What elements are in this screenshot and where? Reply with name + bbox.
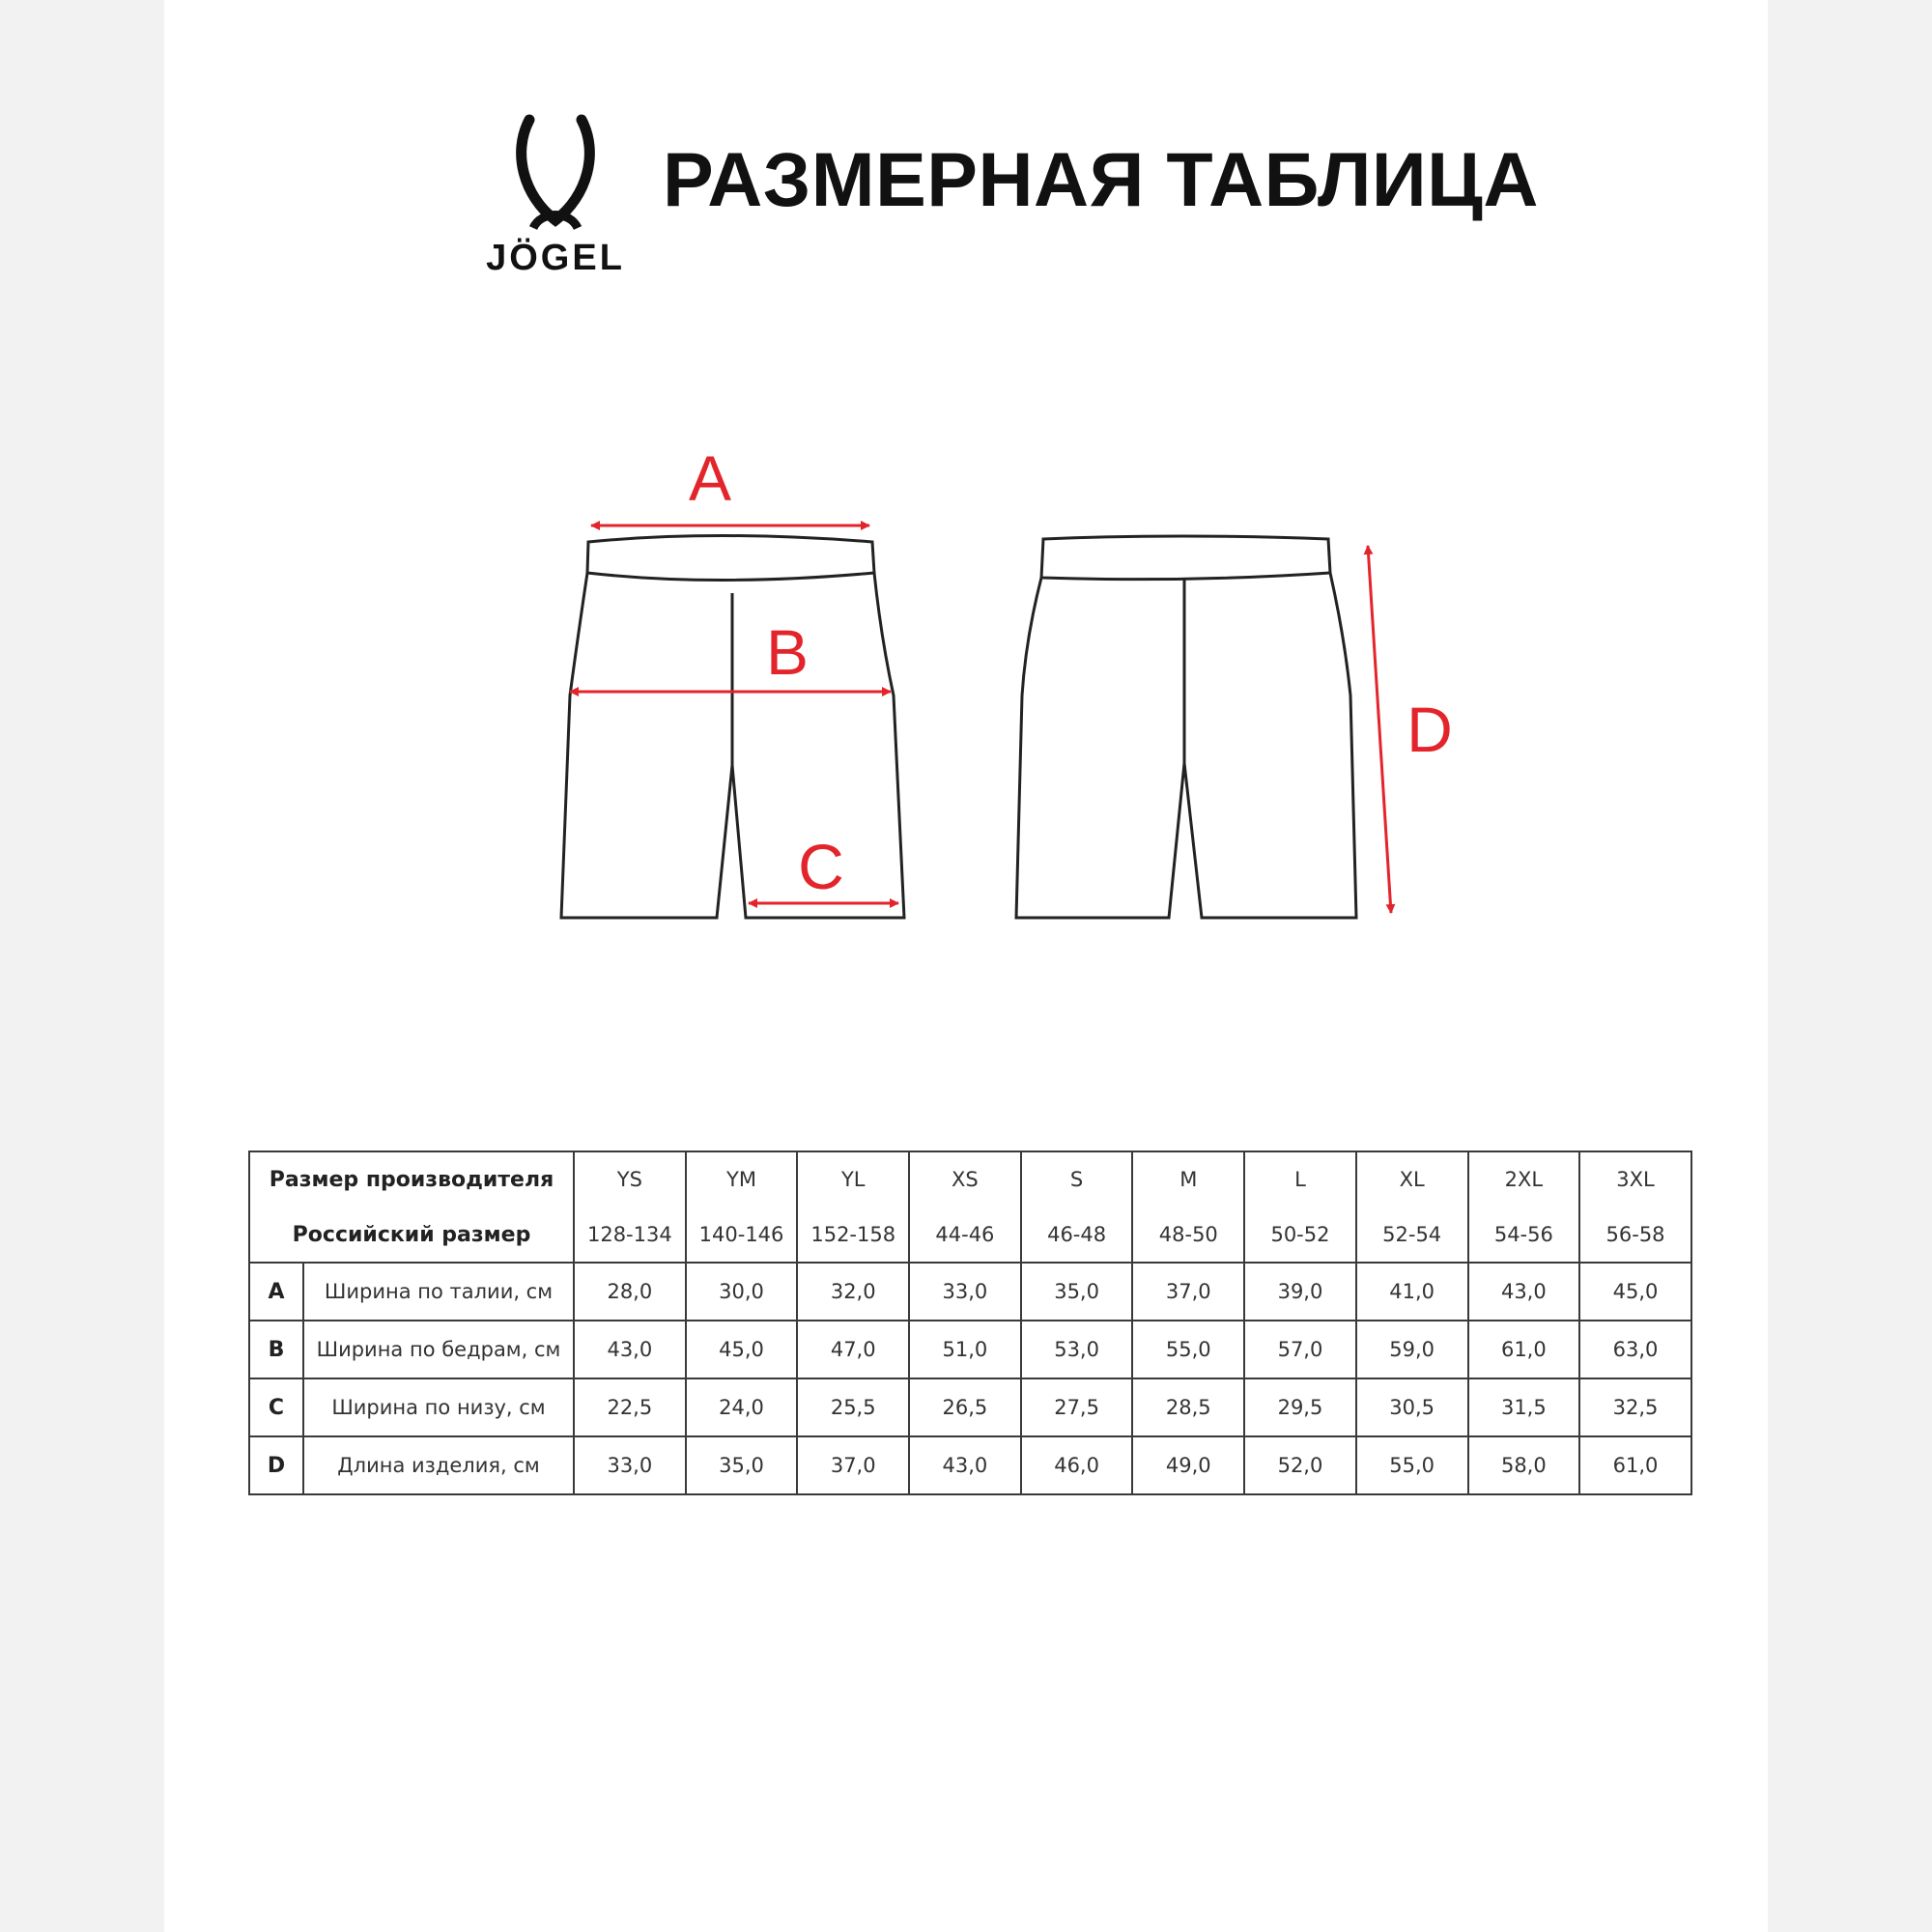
table-cell: 27,5	[1021, 1378, 1133, 1436]
table-cell: 59,0	[1356, 1321, 1468, 1378]
table-cell: 24,0	[686, 1378, 798, 1436]
table-cell: 22,5	[574, 1378, 686, 1436]
table-cell: 28,0	[574, 1263, 686, 1321]
table-cell: 29,5	[1244, 1378, 1356, 1436]
size-header: 3XL	[1579, 1151, 1691, 1208]
table-cell: 30,5	[1356, 1378, 1468, 1436]
row-label: Длина изделия, см	[303, 1436, 574, 1494]
row-letter: C	[249, 1378, 303, 1436]
russian-size: 48-50	[1132, 1208, 1244, 1264]
table-row-manufacturer	[249, 1151, 1691, 1208]
table-cell: 33,0	[909, 1263, 1021, 1321]
row-letter: B	[249, 1321, 303, 1378]
label-d: D	[1406, 694, 1453, 765]
row-letter: A	[249, 1263, 303, 1321]
table-cell: 51,0	[909, 1321, 1021, 1378]
brand-wordmark: JÖGEL	[486, 238, 625, 278]
table-cell: 63,0	[1579, 1321, 1691, 1378]
page-title: РАЗМЕРНАЯ ТАБЛИЦА	[663, 136, 1539, 222]
header-russian: Российский размер	[249, 1208, 574, 1264]
table-cell: 35,0	[1021, 1263, 1133, 1321]
table-cell: 47,0	[797, 1321, 909, 1378]
russian-size: 44-46	[909, 1208, 1021, 1264]
russian-size: 128-134	[574, 1208, 686, 1264]
table-cell: 35,0	[686, 1436, 798, 1494]
table-cell: 43,0	[574, 1321, 686, 1378]
size-header: 2XL	[1468, 1151, 1580, 1208]
table-cell: 58,0	[1468, 1436, 1580, 1494]
russian-size: 46-48	[1021, 1208, 1133, 1264]
table-cell: 39,0	[1244, 1263, 1356, 1321]
table-cell: 61,0	[1579, 1436, 1691, 1494]
table-cell: 28,5	[1132, 1378, 1244, 1436]
table-row-russian	[249, 1208, 1691, 1264]
russian-size: 140-146	[686, 1208, 798, 1264]
table-cell: 43,0	[909, 1436, 1021, 1494]
table-cell: 49,0	[1132, 1436, 1244, 1494]
table-cell: 55,0	[1132, 1321, 1244, 1378]
table-cell: 61,0	[1468, 1321, 1580, 1378]
table-cell: 37,0	[797, 1436, 909, 1494]
table-cell: 55,0	[1356, 1436, 1468, 1494]
table-cell: 43,0	[1468, 1263, 1580, 1321]
row-label: Ширина по талии, см	[303, 1263, 574, 1321]
shorts-front-view	[561, 536, 904, 919]
table-cell: 53,0	[1021, 1321, 1133, 1378]
table-cell: 37,0	[1132, 1263, 1244, 1321]
russian-size: 52-54	[1356, 1208, 1468, 1264]
table-cell: 57,0	[1244, 1321, 1356, 1378]
label-c: C	[798, 831, 844, 902]
label-b: B	[765, 616, 810, 688]
table-cell: 26,5	[909, 1378, 1021, 1436]
size-header: M	[1132, 1151, 1244, 1208]
table-cell: 52,0	[1244, 1436, 1356, 1494]
table-row	[249, 1436, 1691, 1494]
size-table	[248, 1151, 1692, 1495]
table-cell: 41,0	[1356, 1263, 1468, 1321]
size-header: S	[1021, 1151, 1133, 1208]
size-header: YM	[686, 1151, 798, 1208]
russian-size: 54-56	[1468, 1208, 1580, 1264]
table-cell: 32,0	[797, 1263, 909, 1321]
russian-size: 56-58	[1579, 1208, 1691, 1264]
size-header: XL	[1356, 1151, 1468, 1208]
size-header: XS	[909, 1151, 1021, 1208]
size-header: YL	[797, 1151, 909, 1208]
row-letter: D	[249, 1436, 303, 1494]
table-row	[249, 1263, 1691, 1321]
table-cell: 45,0	[686, 1321, 798, 1378]
table-cell: 30,0	[686, 1263, 798, 1321]
shorts-back-view	[1016, 536, 1356, 918]
size-header: YS	[574, 1151, 686, 1208]
table-cell: 45,0	[1579, 1263, 1691, 1321]
size-header: L	[1244, 1151, 1356, 1208]
table-row	[249, 1321, 1691, 1378]
measurement-arrows	[570, 526, 1391, 913]
russian-size: 50-52	[1244, 1208, 1356, 1264]
table-cell: 31,5	[1468, 1378, 1580, 1436]
table-cell: 25,5	[797, 1378, 909, 1436]
table-cell: 33,0	[574, 1436, 686, 1494]
arrow-d	[1368, 546, 1391, 913]
row-label: Ширина по низу, см	[303, 1378, 574, 1436]
label-a: A	[688, 442, 732, 514]
russian-size: 152-158	[797, 1208, 909, 1264]
table-cell: 46,0	[1021, 1436, 1133, 1494]
table-row	[249, 1378, 1691, 1436]
row-label: Ширина по бедрам, см	[303, 1321, 574, 1378]
table-cell: 32,5	[1579, 1378, 1691, 1436]
header-manufacturer: Размер производителя	[249, 1151, 574, 1208]
